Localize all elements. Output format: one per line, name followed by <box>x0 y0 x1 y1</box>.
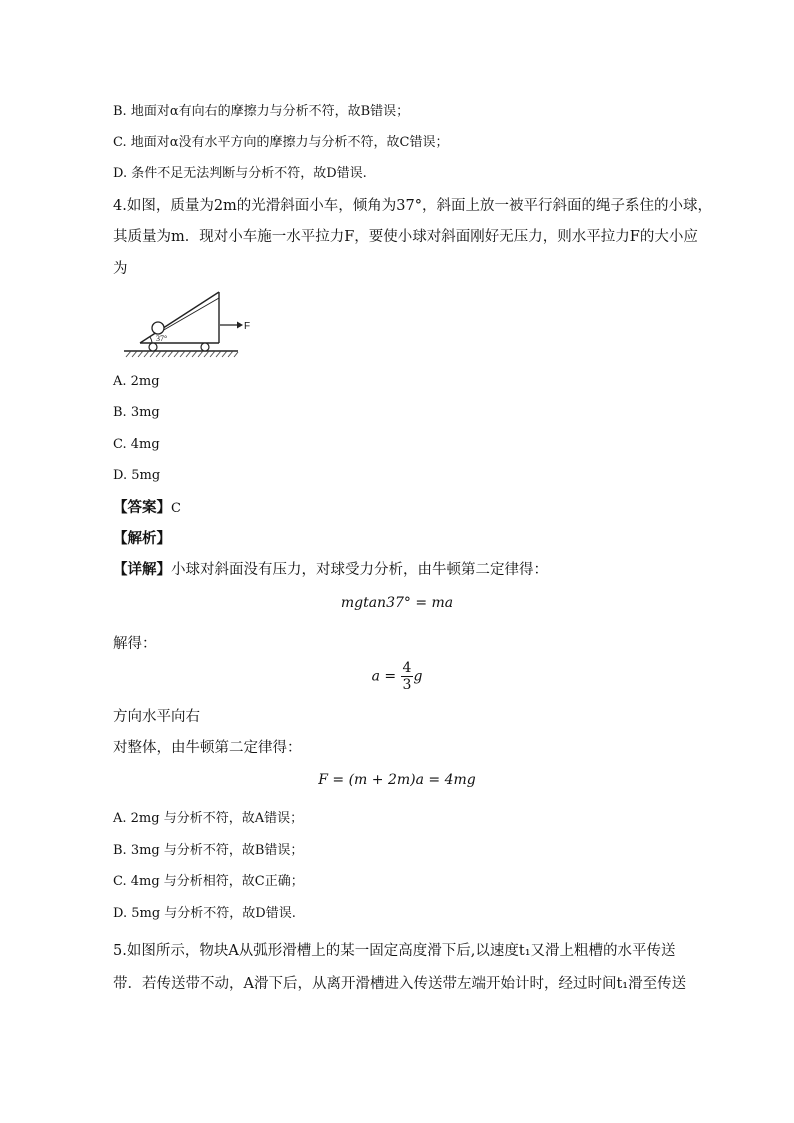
question-4-line1: 4.如图，质量为2m的光滑斜面小车，倾角为37°，斜面上放一被平行斜面的绳子系住的小球， <box>113 198 713 214</box>
force-label: F <box>244 321 251 332</box>
solve-label: 解得： <box>113 636 157 652</box>
analysis-label: 【解析】 <box>113 530 171 547</box>
check-c: C. 4mg 与分析相符，故C正确； <box>113 874 304 889</box>
answer-value: C <box>171 501 181 516</box>
answer-label: 【答案】 <box>113 499 171 516</box>
equation-1: mgtan37° = ma <box>340 595 454 611</box>
question-5-line1: 5.如图所示，物块A从弧形滑槽上的某一固定高度滑下后,以速度t₁又滑上粗槽的水平传送 <box>113 943 676 959</box>
eq2-fraction <box>401 660 414 693</box>
option-a: A. 2mg <box>113 374 160 389</box>
option-c: C. 4mg <box>113 437 160 452</box>
question-4-line3: 为 <box>113 261 128 277</box>
ground-hatch <box>126 351 238 357</box>
question-4-line2: 其质量为m．现对小车施一水平拉力F，要使小球对斜面刚好无压力，则水平拉力F的大小应 <box>113 229 698 245</box>
detail-line <box>113 561 548 579</box>
question-5-line2: 带．若传送带不动，A滑下后，从离开滑槽进入传送带左端开始计时，经过时间t₁滑至传送 <box>113 976 687 992</box>
prev-option-b: B. 地面对α有向右的摩擦力与分析不符，故B错误； <box>113 104 410 119</box>
eq2-denominator: 3 <box>402 677 412 693</box>
direction-text: 方向水平向右 <box>113 709 200 725</box>
detail-text: 小球对斜面没有压力，对球受力分析，由牛顿第二定律得： <box>171 562 548 578</box>
option-d: D. 5mg <box>113 468 161 483</box>
eq2-numerator: 4 <box>402 660 412 676</box>
check-d: D. 5mg 与分析不符，故D错误. <box>113 906 296 921</box>
incline-cart-figure <box>120 285 255 360</box>
incline-top <box>162 298 219 331</box>
equation-3: F = (m + 2m)a = 4mg <box>318 772 476 788</box>
check-a: A. 2mg 与分析不符，故A错误； <box>113 811 304 826</box>
prev-option-d: D. 条件不足无法判断与分析不符，故D错误. <box>113 166 367 181</box>
angle-label: 37° <box>156 334 168 343</box>
angle-arc <box>150 337 152 343</box>
wheel-right <box>201 343 209 351</box>
incline-surface <box>140 292 219 343</box>
wheel-left <box>149 343 157 351</box>
check-b: B. 3mg 与分析不符，故B错误； <box>113 843 304 858</box>
equation-2 <box>0 660 794 693</box>
eq2-lhs: a = <box>371 668 397 685</box>
option-b: B. 3mg <box>113 405 160 420</box>
ball <box>152 322 164 334</box>
prev-option-c: C. 地面对α没有水平方向的摩擦力与分析不符，故C错误； <box>113 135 449 150</box>
whole-system-text: 对整体，由牛顿第二定律得： <box>113 740 302 756</box>
force-arrowhead <box>237 322 243 329</box>
detail-label: 【详解】 <box>113 561 171 578</box>
answer-line <box>113 499 181 518</box>
eq2-tail: g <box>413 668 423 685</box>
